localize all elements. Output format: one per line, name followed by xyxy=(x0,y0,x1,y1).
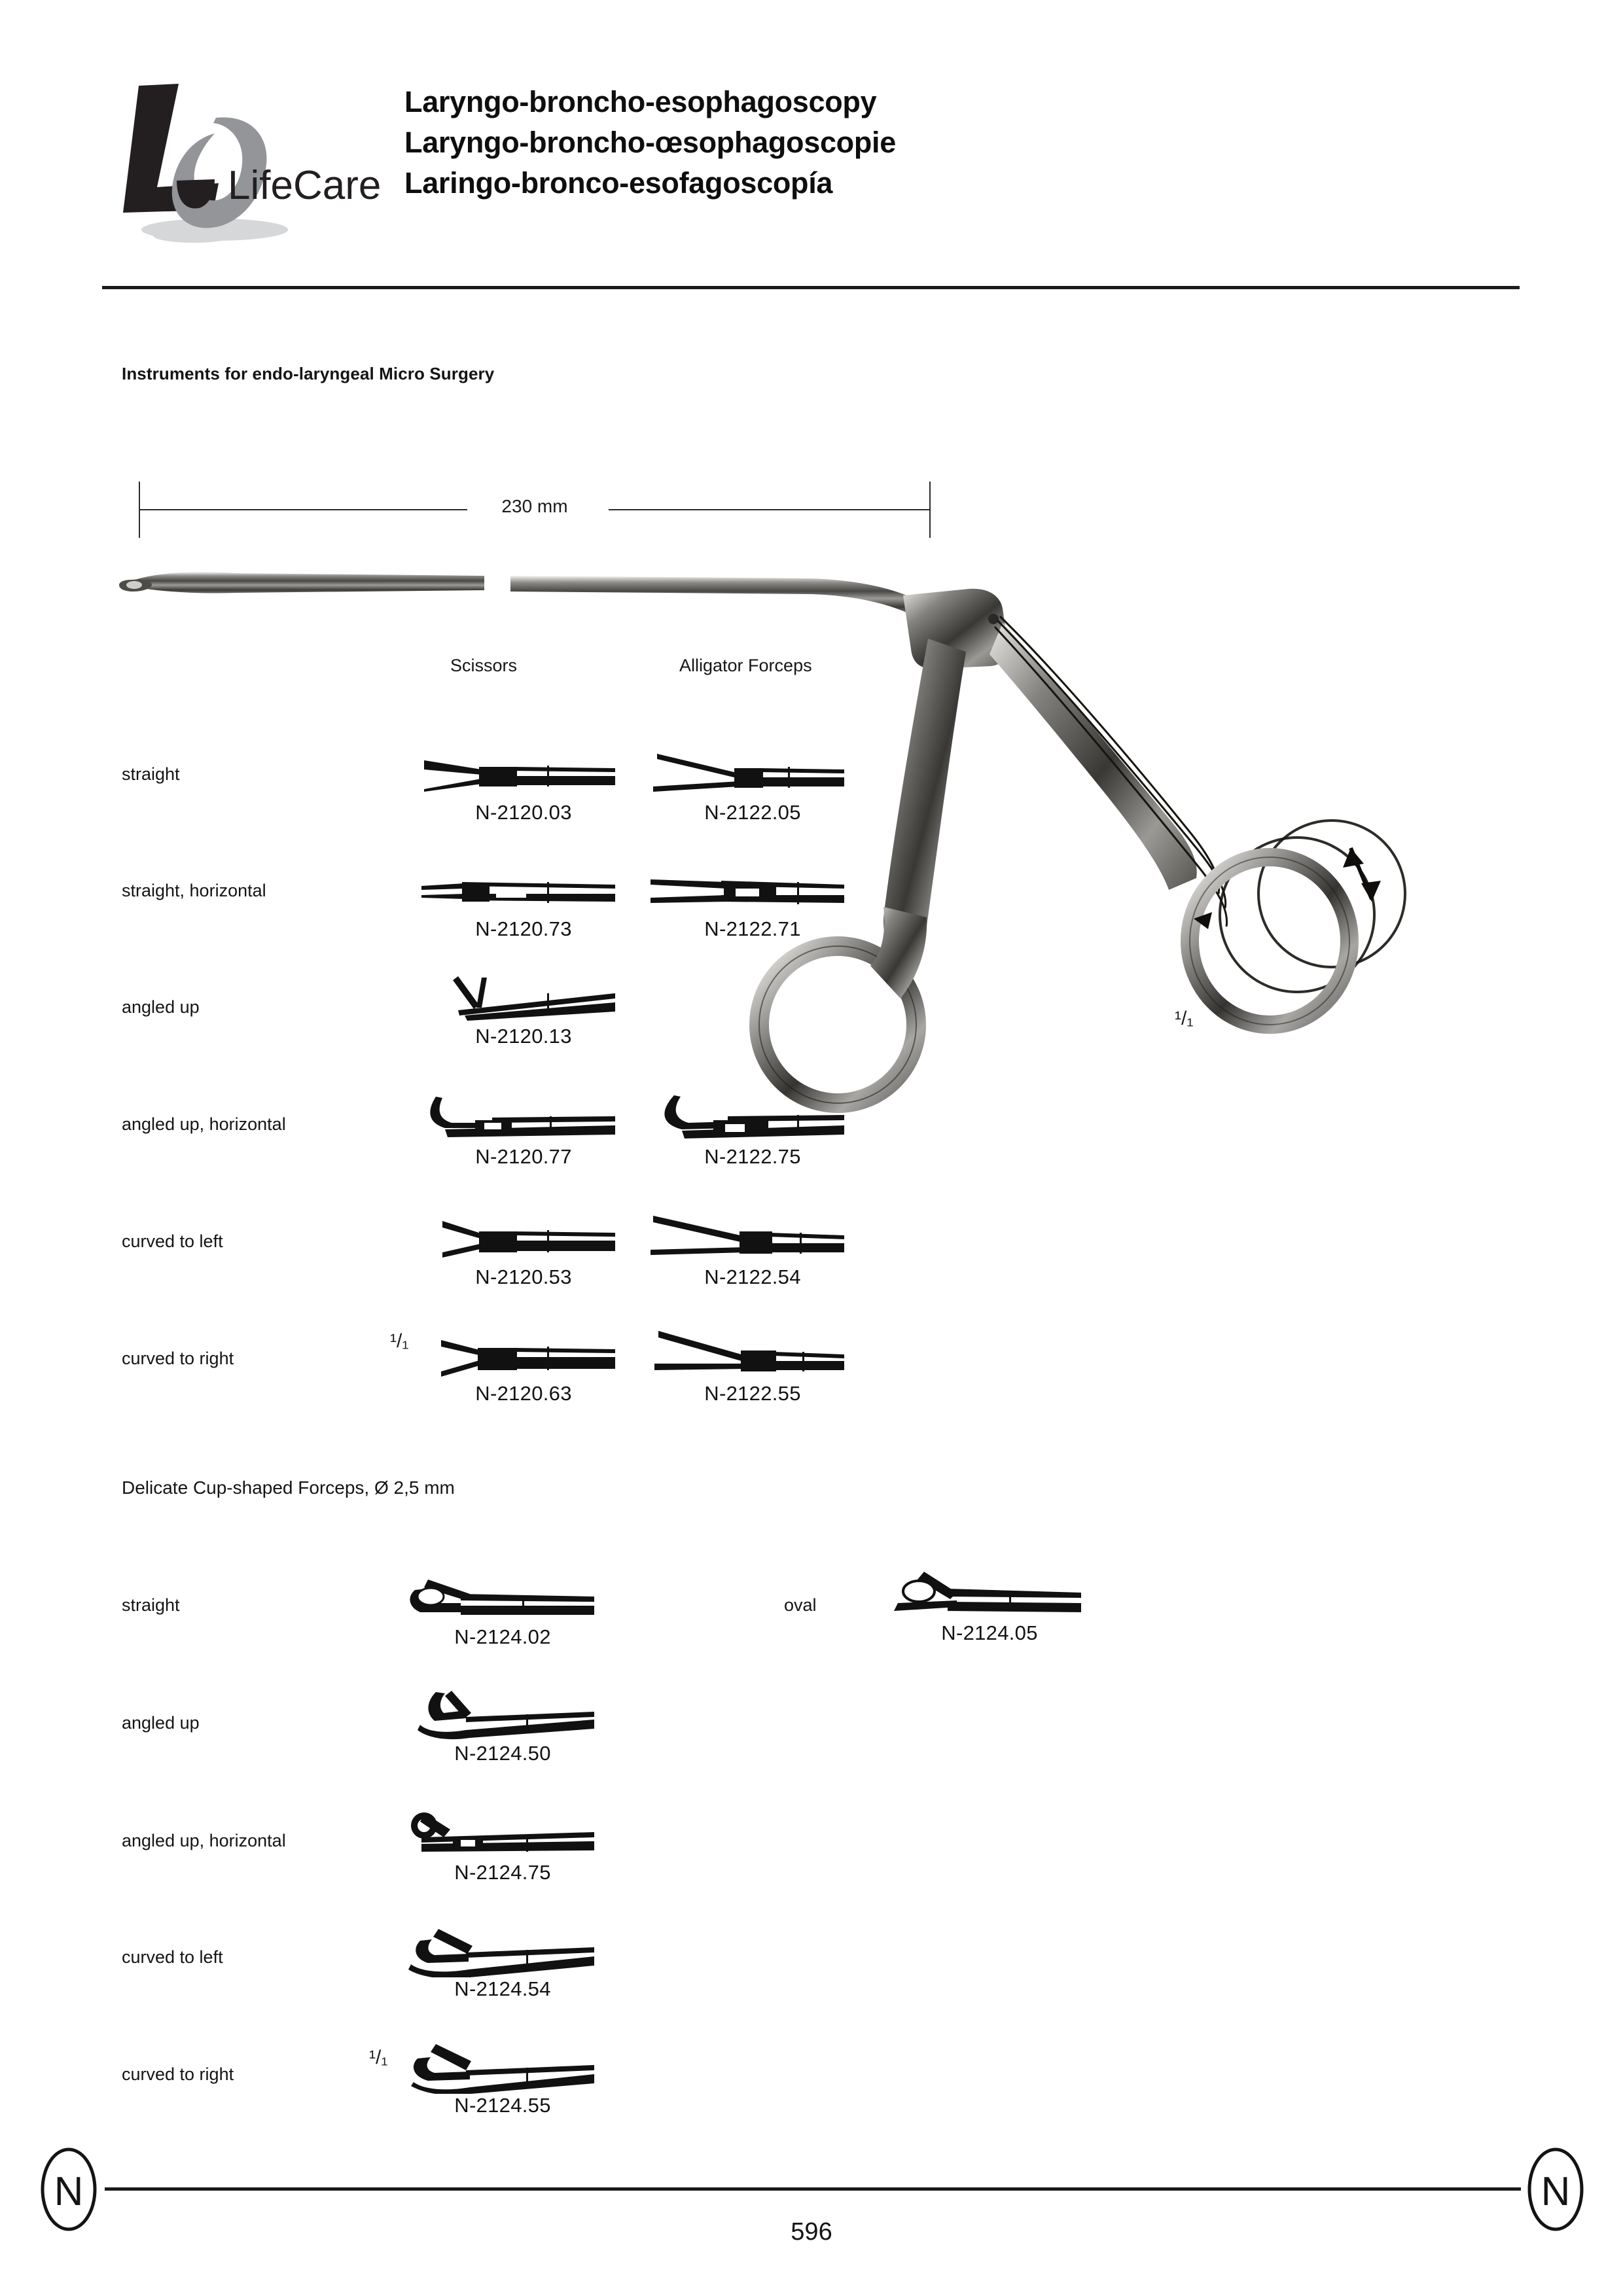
code-forceps-angled-up-horizontal: N-2122.75 xyxy=(704,1145,801,1168)
dimension-rule-right xyxy=(609,509,929,510)
code-scissors-angled-up: N-2120.13 xyxy=(475,1025,572,1048)
code-forceps-straight-horizontal: N-2122.71 xyxy=(704,917,801,940)
row-label-cup-curved-right: curved to right xyxy=(122,2064,234,2084)
row-label-straight-horizontal: straight, horizontal xyxy=(122,881,266,900)
row-label-curved-to-left: curved to left xyxy=(122,1231,223,1251)
code-cup-angled-up-horizontal: N-2124.75 xyxy=(454,1861,551,1884)
cell-forceps-curved-left xyxy=(648,1214,857,1299)
title-line-fr: Laryngo-broncho-œsophagoscopie xyxy=(404,126,896,159)
cell-cup-oval xyxy=(885,1570,1094,1655)
cell-cup-straight xyxy=(398,1574,607,1659)
cup-forceps-caption: Delicate Cup-shaped Forceps, Ø 2,5 mm xyxy=(122,1477,455,1498)
column-header-alligator-forceps: Alligator Forceps xyxy=(679,656,812,675)
cell-forceps-angled-up-horizontal xyxy=(648,1094,857,1179)
footer-badge-right-letter: N xyxy=(1541,2169,1571,2214)
code-scissors-straight-horizontal: N-2120.73 xyxy=(475,917,572,940)
pivot-rivet xyxy=(988,614,999,624)
row-label-cup-straight: straight xyxy=(122,1595,180,1615)
code-scissors-straight: N-2120.03 xyxy=(475,801,572,824)
page-title xyxy=(404,82,1386,203)
shaft-distal xyxy=(510,576,913,612)
finger-ring-upper-rotating xyxy=(1190,821,1405,1025)
code-forceps-curved-left: N-2122.54 xyxy=(704,1265,801,1288)
code-scissors-curved-right: N-2120.63 xyxy=(475,1382,572,1405)
code-cup-oval: N-2124.05 xyxy=(941,1621,1038,1644)
footer-divider xyxy=(105,2187,1521,2191)
cell-cup-angled-up-horizontal xyxy=(398,1810,607,1895)
label-oval: oval xyxy=(784,1595,817,1615)
row-label-curved-to-right: curved to right xyxy=(122,1349,234,1368)
title-line-es: Laringo-bronco-esofagoscopía xyxy=(404,166,833,200)
cell-scissors-curved-left xyxy=(419,1214,628,1299)
code-cup-curved-right: N-2124.55 xyxy=(454,2094,551,2117)
header-divider xyxy=(102,286,1520,289)
code-forceps-curved-right: N-2122.55 xyxy=(704,1382,801,1405)
row-label-cup-curved-left: curved to left xyxy=(122,1947,223,1967)
table1-scale-label: ¹/₁ xyxy=(390,1330,409,1352)
row-label-angled-up: angled up xyxy=(122,997,200,1017)
cell-forceps-straight-horizontal xyxy=(648,866,857,951)
shaft-proximal xyxy=(131,572,484,593)
section-caption: Instruments for endo-laryngeal Micro Surgery xyxy=(122,364,495,383)
ring-solid xyxy=(1190,857,1349,1025)
handle-arm-upper xyxy=(990,623,1197,890)
row-label-cup-angled-up-horizontal: angled up, horizontal xyxy=(122,1831,286,1850)
page-number: 596 xyxy=(791,2218,832,2246)
rotation-arrow-head-down xyxy=(1361,881,1381,902)
code-scissors-curved-left: N-2120.53 xyxy=(475,1265,572,1288)
row-label-angled-up-horizontal: angled up, horizontal xyxy=(122,1114,286,1134)
cell-scissors-angled-up-horizontal xyxy=(419,1094,628,1179)
dimension-label: 230 mm xyxy=(469,496,600,517)
title-line-en: Laryngo-broncho-esophagoscopy xyxy=(404,85,877,118)
cell-cup-curved-left xyxy=(398,1926,607,2011)
footer-badge-left-letter: N xyxy=(54,2169,84,2214)
code-forceps-straight: N-2122.05 xyxy=(704,801,801,824)
cell-scissors-angled-up xyxy=(419,974,628,1059)
cell-cup-curved-right xyxy=(398,2043,607,2128)
code-cup-angled-up: N-2124.50 xyxy=(454,1742,551,1765)
lifecare-logo xyxy=(116,71,398,247)
row-label-straight: straight xyxy=(122,764,180,784)
logo-wordmark: LifeCare xyxy=(228,163,382,208)
dimension-tick-right xyxy=(929,482,931,538)
code-scissors-angled-up-horizontal: N-2120.77 xyxy=(475,1145,572,1168)
code-cup-straight: N-2124.02 xyxy=(454,1625,551,1648)
cell-scissors-curved-right xyxy=(419,1331,628,1416)
dimension-rule-left xyxy=(140,509,467,510)
cell-forceps-curved-right xyxy=(648,1331,857,1416)
column-header-scissors: Scissors xyxy=(450,656,518,675)
instrument-photo xyxy=(118,540,1603,1162)
table2-scale-label: ¹/₁ xyxy=(369,2047,388,2068)
hero-scale-label: ¹/₁ xyxy=(1175,1008,1194,1029)
code-cup-curved-left: N-2124.54 xyxy=(454,1977,551,2000)
dimension-line xyxy=(139,482,931,540)
row-label-cup-angled-up: angled up xyxy=(122,1713,200,1733)
cell-scissors-straight xyxy=(419,750,628,835)
cell-forceps-straight xyxy=(648,750,857,835)
cell-cup-angled-up xyxy=(398,1691,607,1776)
handle-arm-lower xyxy=(883,639,966,951)
cell-scissors-straight-horizontal xyxy=(419,866,628,951)
